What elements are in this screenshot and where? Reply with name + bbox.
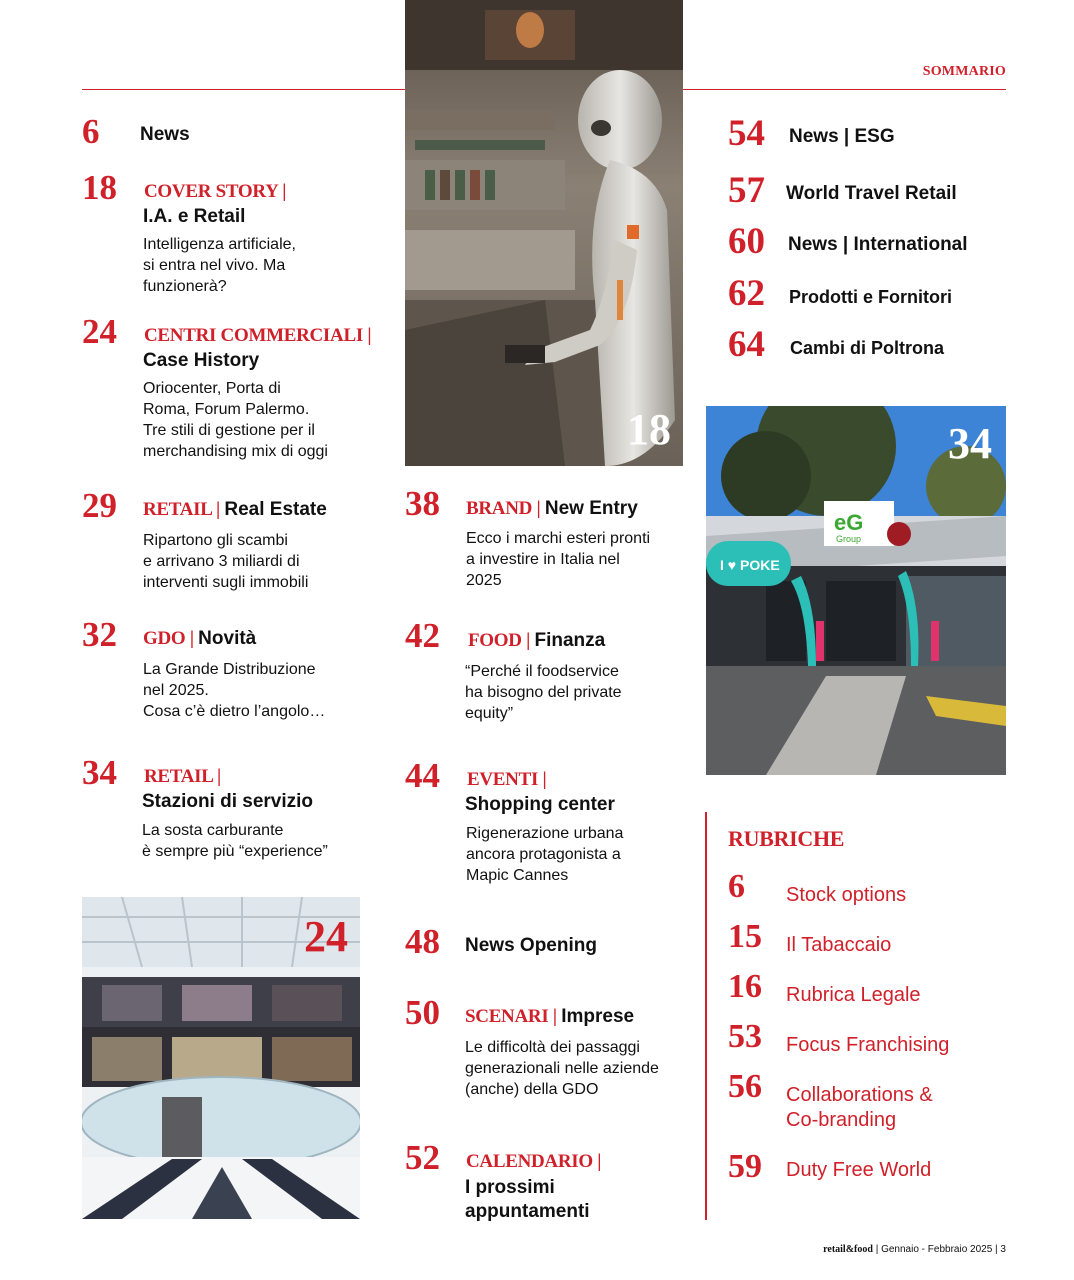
entry-number: 42 [405, 616, 440, 655]
footer-brand: retail&food [823, 1244, 873, 1255]
entry-heading[interactable] [468, 630, 605, 652]
station-photo-page-number: 34 [948, 419, 992, 468]
rubrica-label[interactable]: Collaborations & Co-branding [786, 1084, 933, 1131]
entry-description: Ecco i marchi esteri pronti a investire in Italia nel 2025 [466, 530, 651, 589]
entry-title[interactable]: Case History [143, 350, 260, 371]
entry-kicker: CENTRI COMMERCIALI | [144, 325, 372, 346]
rubriche-heading: RUBRICHE [728, 826, 845, 851]
entry-description: “Perché il foodservice ha bisogno del private equity” [465, 663, 622, 722]
header-rule-left [82, 89, 405, 90]
entry-title[interactable]: Stazioni di servizio [142, 791, 314, 812]
entry-kicker: SCENARI | [465, 1006, 557, 1027]
entry-number: 18 [82, 168, 117, 207]
rubrica-number: 15 [728, 918, 762, 955]
entry-kicker: RETAIL | [143, 499, 220, 520]
entry-number: 62 [728, 273, 765, 314]
entry-title[interactable]: News [140, 124, 190, 145]
entry-number: 60 [728, 221, 765, 262]
station-photo [706, 406, 1006, 775]
entry-heading[interactable] [465, 1006, 634, 1028]
rubrica-number: 53 [728, 1018, 762, 1055]
entry-title: New Entry [544, 498, 638, 519]
mall-photo [82, 897, 360, 1219]
entry-number: 50 [405, 993, 440, 1032]
entry-title[interactable]: News | International [788, 234, 968, 255]
poke-sign-label: I ♥ POKE [720, 557, 780, 573]
entry-title[interactable]: Prodotti e Fornitori [789, 287, 952, 307]
entry-description: Oriocenter, Porta di Roma, Forum Palermo. Tre stili di gestione per il merchandising mix di oggi [143, 380, 328, 460]
entry-title: Finanza [534, 630, 606, 651]
entry-heading[interactable] [466, 498, 638, 520]
entry-kicker: FOOD | [468, 630, 531, 651]
entry-number: 64 [728, 324, 765, 365]
entry-title: Real Estate [224, 499, 327, 520]
entry-title: Novità [198, 628, 257, 649]
entry-number: 24 [82, 312, 117, 351]
rubriche-divider [705, 812, 707, 1220]
entry-number: 52 [405, 1138, 440, 1177]
robot-photo [405, 0, 683, 466]
section-title: SOMMARIO [922, 64, 1006, 79]
entry-title[interactable]: World Travel Retail [786, 183, 957, 204]
entry-description: La Grande Distribuzione nel 2025. Cosa c’è dietro l’angolo… [143, 661, 326, 720]
entry-title[interactable]: I prossimi appuntamenti [465, 1177, 590, 1222]
rubrica-number: 6 [728, 868, 745, 905]
mall-photo-page-number: 24 [304, 912, 348, 961]
entry-number: 29 [82, 486, 117, 525]
entry-number: 54 [728, 113, 765, 154]
rubrica-label[interactable]: Il Tabaccaio [786, 934, 892, 956]
entry-title[interactable]: Cambi di Poltrona [790, 338, 945, 358]
rubrica-number: 59 [728, 1148, 762, 1185]
entry-number: 44 [405, 756, 440, 795]
entry-description: Le difficoltà dei passaggi generazionali nelle aziende (anche) della GDO [465, 1039, 659, 1098]
entry-title[interactable]: Shopping center [465, 794, 615, 815]
entry-kicker: GDO | [143, 628, 194, 649]
rubrica-label[interactable]: Focus Franchising [786, 1034, 950, 1056]
entry-title: Imprese [561, 1006, 635, 1027]
robot-photo-page-number: 18 [627, 405, 671, 454]
entry-description: Intelligenza artificiale, si entra nel vivo. Ma funzionerà? [143, 236, 296, 295]
entry-number: 34 [82, 753, 117, 792]
eg-logo-label: eG [834, 510, 864, 535]
entry-kicker: RETAIL | [144, 766, 221, 787]
entry-description: Ripartono gli scambi e arrivano 3 miliardi di interventi sugli immobili [143, 532, 309, 591]
entry-kicker: COVER STORY | [144, 181, 287, 202]
entry-number: 6 [82, 112, 100, 151]
footer-issue: | Gennaio - Febbraio 2025 | 3 [872, 1244, 1006, 1255]
entry-description: Rigenerazione urbana ancora protagonista a Mapic Cannes [466, 825, 624, 884]
rubrica-number: 16 [728, 968, 762, 1005]
entry-number: 32 [82, 615, 117, 654]
entry-title[interactable]: News | ESG [789, 126, 895, 147]
entry-kicker: CALENDARIO | [466, 1151, 602, 1172]
entry-number: 57 [728, 170, 765, 211]
entry-heading[interactable] [143, 628, 256, 650]
rubrica-number: 56 [728, 1068, 762, 1105]
rubrica-label[interactable]: Rubrica Legale [786, 984, 921, 1006]
entry-kicker: EVENTI | [467, 769, 547, 790]
entry-title[interactable]: News Opening [465, 935, 597, 956]
entry-number: 38 [405, 484, 440, 523]
entry-title[interactable]: I.A. e Retail [143, 206, 246, 227]
eg-logo-sub: Group [836, 534, 862, 544]
entry-kicker: BRAND | [466, 498, 541, 519]
header-rule-right [683, 89, 1006, 90]
entry-description: La sosta carburante è sempre più “experience” [142, 822, 328, 860]
robot-illustration [405, 0, 683, 466]
entry-number: 48 [405, 922, 440, 961]
entry-heading[interactable] [143, 499, 327, 521]
rubrica-label[interactable]: Stock options [786, 884, 907, 906]
rubrica-label[interactable]: Duty Free World [786, 1159, 932, 1181]
footer [823, 1244, 1006, 1255]
